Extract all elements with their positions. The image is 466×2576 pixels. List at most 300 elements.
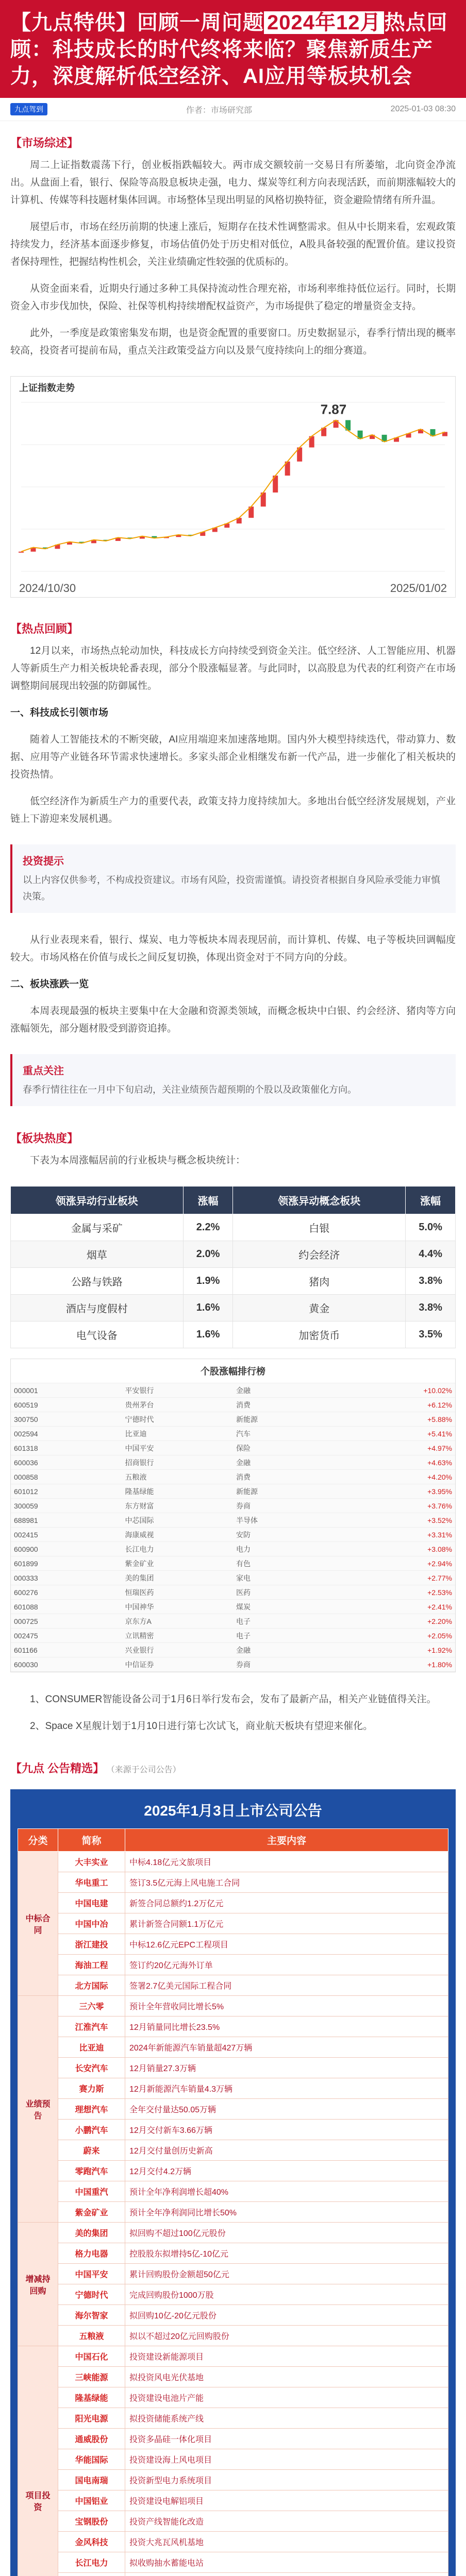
stock-sector: 煤炭 (236, 1602, 251, 1611)
announcement-cell: 投资多晶硅一体化项目 (125, 2429, 448, 2449)
table-row (18, 1893, 448, 1913)
change-cell: 3.8% (406, 1295, 456, 1321)
paragraph: 2、Space X星舰计划于1月10日进行第七次试飞，商业航天板块有望迎来催化。 (30, 1721, 373, 1732)
ranking-row (11, 1427, 455, 1441)
announcement-cell: 拟投资储能系统产线 (125, 2408, 448, 2429)
table-row (18, 2284, 448, 2305)
company-cell: 中国平安 (58, 2264, 125, 2284)
stock-code: 000333 (14, 1573, 38, 1582)
stock-code: 600900 (14, 1545, 38, 1553)
company-cell: 宝钢股份 (58, 2511, 125, 2532)
announcement-cell: 投资建设电解铝项目 (125, 2490, 448, 2511)
table-row (18, 2037, 448, 2058)
stock-code: 002594 (14, 1429, 38, 1438)
stock-code: 601166 (14, 1646, 38, 1654)
stock-code: 002415 (14, 1530, 38, 1539)
company-cell: 阳光电源 (58, 2408, 125, 2429)
table-row (18, 1872, 448, 1893)
company-cell: 宁德时代 (58, 2284, 125, 2305)
article-header (0, 0, 466, 98)
section-announcements (0, 1747, 466, 1784)
ranking-row (11, 1484, 455, 1499)
company-cell: 北方国际 (58, 1975, 125, 1996)
table-row (18, 2264, 448, 2284)
announcement-cell: 累计新签合同额1.1万亿元 (125, 1913, 448, 1934)
stock-code: 000001 (14, 1386, 38, 1395)
candle (19, 552, 24, 553)
section-title: 【 市场综述 】 (10, 134, 78, 150)
source-tag[interactable]: 九点驾到 (10, 103, 47, 115)
company-cell: 格力电器 (58, 2243, 125, 2264)
category-cell: 增减持回购 (18, 2223, 58, 2346)
announcement-cell: 投资大兆瓦风机基地 (125, 2532, 448, 2552)
announcement-cell: 拟收购抽水蓄能电站 (125, 2552, 448, 2573)
subheading: 一、科技成长引领市场 (10, 707, 109, 718)
stock-name: 立讯精密 (125, 1631, 154, 1640)
ranking-title: 个股涨幅排行榜 (11, 1359, 455, 1383)
table-row (18, 2161, 448, 2181)
stock-change: +2.77% (427, 1573, 452, 1582)
x-tick-start: 2024/10/30 (19, 582, 76, 595)
section-intro: （来源于公司公告） (106, 1766, 181, 1774)
table-row (18, 2078, 448, 2099)
stock-name: 恒瑞医药 (125, 1588, 154, 1597)
table-row (18, 1955, 448, 1975)
company-cell: 海尔智家 (58, 2305, 125, 2326)
change-cell: 5.0% (406, 1214, 456, 1241)
title-rest: 热点回顾：科技成长的时代终将来临？聚焦新质生产力，深度解析低空经济、AI应用等板块机会 (10, 11, 448, 88)
paragraph: 低空经济作为新质生产力的重要代表，政策支持力度持续加大。多地出台低空经济发展规划，产业链上下游迎来发展机遇。 (10, 796, 456, 824)
stock-name: 比亚迪 (125, 1429, 147, 1438)
change-cell: 1.6% (183, 1295, 233, 1321)
stock-sector: 医药 (236, 1588, 251, 1597)
stock-change: +3.76% (427, 1501, 452, 1510)
company-cell: 中国中冶 (58, 1913, 125, 1934)
section-title: 【 热点回顾 】 (10, 620, 78, 636)
author: 作者：市场研究部 (186, 106, 252, 115)
table-row (18, 2305, 448, 2326)
col-header: 涨幅 (183, 1187, 233, 1214)
stock-sector: 消费 (236, 1400, 251, 1409)
company-cell: 美的集团 (58, 2223, 125, 2243)
paragraph: 随着人工智能技术的不断突破，AI应用端迎来加速落地期。国内外大模型持续迭代，带动算力、数据、应用等产业链各环节需求快速增长。多家头部企业相继发布新一代产品，进一步催化了相关板块的投资热情。 (10, 734, 456, 780)
article-title (10, 9, 456, 90)
table-row (11, 1214, 456, 1241)
stock-change: +2.20% (427, 1617, 452, 1625)
paragraph: 此外，一季度是政策密集发布期，也是资金配置的重要窗口。历史数据显示，春季行情出现的概率较高，投资者可提前布局，重点关注政策受益方向以及景气度持续向上的细分赛道。 (10, 328, 456, 356)
stock-change: +4.63% (427, 1458, 452, 1467)
announcement-cell: 完成回购股份1000万股 (125, 2284, 448, 2305)
ranking-row (11, 1542, 455, 1556)
stock-sector: 券商 (236, 1501, 251, 1510)
stock-sector: 新能源 (236, 1487, 258, 1496)
announcement-cell: 12月交付量创历史新高 (125, 2140, 448, 2161)
table-row (18, 2470, 448, 2490)
stock-sector: 金融 (236, 1386, 251, 1395)
table-row (11, 1268, 456, 1295)
stock-name: 贵州茅台 (125, 1400, 154, 1409)
note-text: 春季行情往往在一月中下旬启动，关注业绩预告超预期的个股以及政策催化方向。 (23, 1084, 357, 1095)
announcement-cell: 拟以不超过20亿元回购股份 (125, 2326, 448, 2346)
announcement-cell: 12月销量27.3万辆 (125, 2058, 448, 2078)
sector-cell: 猪肉 (233, 1268, 406, 1295)
table-row (18, 2387, 448, 2408)
ranking-row (11, 1556, 455, 1571)
category-cell: 项目投资 (18, 2346, 58, 2576)
company-cell (58, 2573, 125, 2576)
table-row (11, 1321, 456, 1348)
col-header: 领涨异动概念板块 (233, 1187, 406, 1214)
announcement-cell: 投资建设电池片产能 (125, 2387, 448, 2408)
stock-name: 宁德时代 (125, 1415, 154, 1423)
announcement-cell: 预计全年营收同比增长5% (125, 1996, 448, 2016)
stock-name: 中国神华 (125, 1602, 154, 1611)
announcement-cell: 全年交付量达50.05万辆 (125, 2099, 448, 2120)
paragraph: 12月以来，市场热点轮动加快，科技成长方向持续受到资金关注。低空经济、人工智能应用、机器人等新质生产力相关板块轮番表现，部分个股涨幅显著。与此同时，以高股息为代表的红利资产在市场调整期间展现出较强的防御属性。 (10, 646, 456, 691)
announcement-cell: 投资产线智能化改造 (125, 2511, 448, 2532)
announcement-cell: 中标4.18亿元文旅项目 (125, 1852, 448, 1872)
sector-cell: 加密货币 (233, 1321, 406, 1348)
paragraph: 下表为本周涨幅居前的行业板块与概念板块统计： (30, 1155, 246, 1166)
stock-change: +2.53% (427, 1588, 452, 1597)
stock-sector: 家电 (236, 1573, 251, 1582)
table-header-row (18, 1829, 448, 1852)
announcement-cell (125, 2573, 448, 2576)
stock-sector: 券商 (236, 1660, 251, 1669)
company-cell: 紫金矿业 (58, 2202, 125, 2223)
stock-code: 601088 (14, 1602, 38, 1611)
change-cell: 1.9% (183, 1268, 233, 1295)
ranking-row (11, 1614, 455, 1629)
section-market-summary (0, 121, 466, 371)
company-cell: 小鹏汽车 (58, 2120, 125, 2140)
stock-change: +5.41% (427, 1429, 452, 1438)
ranking-row (11, 1528, 455, 1542)
announcement-calendar (10, 1789, 456, 2576)
ranking-row (11, 1513, 455, 1528)
stock-code: 601899 (14, 1559, 38, 1568)
company-cell: 三六零 (58, 1996, 125, 2016)
paragraph: 展望后市，市场在经历前期的快速上涨后，短期存在技术性调整需求。但从中长期来看，宏观政策持续发力，经济基本面逐步修复，市场估值仍处于历史相对低位，A股具备较强的配置价值。建议投资者保持理性，把握结构性机会，关注业绩确定性较强的优质标的。 (10, 222, 456, 267)
section-events (0, 1683, 466, 1747)
company-cell: 赛力斯 (58, 2078, 125, 2099)
table-row (18, 2367, 448, 2387)
stock-change: +2.94% (427, 1559, 452, 1568)
calendar-title: 2025年1月3日上市公司公告 (144, 1803, 322, 1819)
section-heat (0, 1116, 466, 1181)
title-prefix: 【九点特供】 (10, 11, 137, 34)
announcement-cell: 预计全年净利润增长超40% (125, 2181, 448, 2202)
stock-name: 招商银行 (125, 1458, 154, 1467)
company-cell: 中国铝业 (58, 2490, 125, 2511)
table-row (18, 1852, 448, 1872)
table-row (18, 2490, 448, 2511)
peak-annotation: 7.87 (320, 401, 347, 417)
company-cell: 比亚迪 (58, 2037, 125, 2058)
stock-sector: 保险 (236, 1444, 251, 1452)
col-header: 涨幅 (406, 1187, 456, 1214)
stock-code: 600276 (14, 1588, 38, 1597)
sector-cell: 黄金 (233, 1295, 406, 1321)
stock-sector: 汽车 (236, 1429, 251, 1438)
stock-name: 海康威视 (125, 1530, 154, 1539)
ranking-row (11, 1585, 455, 1600)
calendar-table (18, 1828, 448, 2576)
title-date: 2024年12月 (264, 11, 384, 34)
chart-canvas (11, 377, 455, 597)
change-cell: 2.2% (183, 1214, 233, 1241)
stock-change: +10.02% (423, 1386, 452, 1395)
company-cell: 通威股份 (58, 2429, 125, 2449)
table-row (18, 2511, 448, 2532)
ranking-row (11, 1643, 455, 1657)
stock-sector: 金融 (236, 1458, 251, 1467)
announcement-cell: 拟回购10亿-20亿元股份 (125, 2305, 448, 2326)
announcement-cell: 12月新能源汽车销量4.3万辆 (125, 2078, 448, 2099)
table-row (11, 1295, 456, 1321)
stock-sector: 金融 (236, 1646, 251, 1654)
stock-code: 300750 (14, 1415, 38, 1423)
ranking-row (11, 1441, 455, 1455)
table-row (18, 2408, 448, 2429)
ranking-row (11, 1499, 455, 1513)
table-row (18, 1996, 448, 2016)
company-cell: 中国电建 (58, 1893, 125, 1913)
note-box-tip (10, 844, 456, 913)
table-row (18, 2346, 448, 2367)
table-row (18, 1975, 448, 1996)
stock-code: 002475 (14, 1631, 38, 1640)
note-text: 以上内容仅供参考，不构成投资建议。市场有风险，投资需谨慎。请投资者根据自身风险承受能力审慎决策。 (23, 875, 440, 902)
paragraph: 周二上证指数震荡下行，创业板指跌幅较大。两市成交额较前一交易日有所萎缩，北向资金净流出。从盘面上看，银行、保险等高股息板块走强，电力、煤炭等红利方向表现活跃，而前期涨幅较大的计算机、传媒等科技题材集体回调。市场整体呈现出明显的风格切换特征，资金避险情绪有所升温。 (10, 160, 456, 206)
table-row (18, 2449, 448, 2470)
table-row (18, 2326, 448, 2346)
change-cell: 3.5% (406, 1321, 456, 1348)
sector-cell: 酒店与度假村 (11, 1295, 184, 1321)
ranking-row (11, 1600, 455, 1614)
stock-name: 长江电力 (125, 1545, 154, 1553)
note-title: 投资提示 (23, 856, 64, 867)
table-row (18, 1934, 448, 1955)
announcement-cell: 投资建设海上风电项目 (125, 2449, 448, 2470)
table-row (18, 2140, 448, 2161)
stock-change: +1.92% (427, 1646, 452, 1654)
table-row (18, 2181, 448, 2202)
paragraph: 从行业表现来看，银行、煤炭、电力等板块本周表现居前，而计算机、传媒、电子等板块回调幅度较大。市场风格在价值与成长之间反复切换，体现出资金对于不同方向的分歧。 (10, 935, 456, 963)
announcement-cell: 12月销量同比增长23.5% (125, 2016, 448, 2037)
paragraph: 1、CONSUMER智能设备公司于1月6日举行发布会，发布了最新产品，相关产业链值得关注。 (30, 1694, 437, 1705)
company-cell: 中国石化 (58, 2346, 125, 2367)
meta-row (0, 98, 466, 121)
stock-name: 东方财富 (125, 1501, 154, 1510)
section-sector-review (0, 923, 466, 1049)
company-cell: 长安汽车 (58, 2058, 125, 2078)
announcement-cell: 签订约20亿元海外订单 (125, 1955, 448, 1975)
ranking-row (11, 1657, 455, 1672)
col-header: 主要内容 (125, 1829, 448, 1852)
stock-name: 美的集团 (125, 1573, 154, 1582)
change-cell: 4.4% (406, 1241, 456, 1268)
sector-cell: 公路与铁路 (11, 1268, 184, 1295)
company-cell: 隆基绿能 (58, 2387, 125, 2408)
subheading: 二、板块涨跌一览 (10, 979, 89, 990)
announcement-cell: 拟投资风电光伏基地 (125, 2367, 448, 2387)
x-tick-end: 2025/01/02 (390, 582, 447, 595)
announcement-cell: 新签合同总额约1.2万亿元 (125, 1893, 448, 1913)
stock-sector: 电力 (236, 1545, 251, 1553)
ranking-row (11, 1629, 455, 1643)
section-hot-review (0, 607, 466, 839)
table-row (18, 2552, 448, 2573)
stock-code: 601012 (14, 1487, 38, 1496)
ranking-panel (10, 1359, 456, 1672)
publish-date: 2025-01-03 08:30 (390, 105, 456, 113)
chart-title: 上证指数走势 (19, 383, 75, 393)
category-cell: 业绩预告 (18, 1996, 58, 2223)
section-title: 【 九点 公告精选 】 (10, 1760, 104, 1776)
ranking-row (11, 1383, 455, 1398)
stock-change: +2.41% (427, 1602, 452, 1611)
stock-sector: 新能源 (236, 1415, 258, 1423)
heat-table (10, 1186, 456, 1348)
ranking-row (11, 1455, 455, 1470)
company-cell: 中国重汽 (58, 2181, 125, 2202)
sector-cell: 烟草 (11, 1241, 184, 1268)
company-cell: 零跑汽车 (58, 2161, 125, 2181)
stock-code: 600030 (14, 1660, 38, 1669)
table-row (18, 2016, 448, 2037)
note-title: 重点关注 (23, 1065, 64, 1077)
company-cell: 金风科技 (58, 2532, 125, 2552)
table-row (11, 1241, 456, 1268)
stock-sector: 半导体 (236, 1516, 258, 1524)
sector-cell: 金属与采矿 (11, 1214, 184, 1241)
company-cell: 国电南瑞 (58, 2470, 125, 2490)
sector-cell: 电气设备 (11, 1321, 184, 1348)
paragraph: 本周表现最强的板块主要集中在大金融和资源类领域，而概念板块中白银、约会经济、猪肉等方向涨幅领先，部分题材股受到游资追捧。 (10, 1006, 456, 1034)
col-header: 领涨异动行业板块 (11, 1187, 184, 1214)
stock-change: +3.52% (427, 1516, 452, 1524)
ranking-row (11, 1398, 455, 1412)
stock-name: 兴业银行 (125, 1646, 154, 1654)
announcement-cell: 投资建设新能源项目 (125, 2346, 448, 2367)
announcement-cell: 签订3.5亿元海上风电施工合同 (125, 1872, 448, 1893)
table-row (18, 2099, 448, 2120)
stock-name: 隆基绿能 (125, 1487, 154, 1496)
stock-code: 600036 (14, 1458, 38, 1467)
stock-change: +2.05% (427, 1631, 452, 1640)
stock-change: +5.88% (427, 1415, 452, 1423)
stock-change: +1.80% (427, 1660, 452, 1669)
company-cell: 大丰实业 (58, 1852, 125, 1872)
stock-sector: 安防 (236, 1530, 251, 1539)
stock-change: +6.12% (427, 1400, 452, 1409)
company-cell: 五粮液 (58, 2326, 125, 2346)
ranking-row (11, 1571, 455, 1585)
table-row (18, 2429, 448, 2449)
sector-cell: 约会经济 (233, 1241, 406, 1268)
announcement-cell: 拟回购不超过100亿元股份 (125, 2223, 448, 2243)
stock-sector: 电子 (236, 1617, 251, 1625)
note-box-focus (10, 1054, 456, 1106)
stock-code: 600519 (14, 1400, 38, 1409)
table-row (18, 1913, 448, 1934)
change-cell: 1.6% (183, 1321, 233, 1348)
announcement-cell: 控股股东拟增持5亿-10亿元 (125, 2243, 448, 2264)
table-row (18, 2532, 448, 2552)
company-cell: 华电重工 (58, 1872, 125, 1893)
stock-change: +4.97% (427, 1444, 452, 1452)
stock-sector: 电子 (236, 1631, 251, 1640)
ranking-row (11, 1470, 455, 1484)
company-cell: 华能国际 (58, 2449, 125, 2470)
stock-sector: 有色 (236, 1559, 251, 1568)
category-cell: 中标合同 (18, 1852, 58, 1996)
table-row (18, 2223, 448, 2243)
col-header: 分类 (18, 1829, 58, 1852)
stock-code: 000858 (14, 1472, 38, 1481)
company-cell: 海油工程 (58, 1955, 125, 1975)
announcement-cell: 12月交付新车3.66万辆 (125, 2120, 448, 2140)
announcement-cell: 12月交付4.2万辆 (125, 2161, 448, 2181)
company-cell: 三峡能源 (58, 2367, 125, 2387)
announcement-cell: 2024年新能源汽车销量超427万辆 (125, 2037, 448, 2058)
company-cell: 江淮汽车 (58, 2016, 125, 2037)
paragraph: 从资金面来看，近期央行通过多种工具保持流动性合理充裕，市场利率维持低位运行。同时，长期资金入市步伐加快，保险、社保等机构持续增配权益资产，为市场提供了稳定的增量资金支持。 (10, 283, 456, 312)
table-header-row (11, 1187, 456, 1214)
index-chart (10, 376, 456, 598)
announcement-cell: 签署2.7亿美元国际工程合同 (125, 1975, 448, 1996)
stock-name: 中国平安 (125, 1444, 154, 1452)
section-title: 【 板块热度 】 (10, 1130, 78, 1146)
company-cell: 长江电力 (58, 2552, 125, 2573)
stock-name: 中信证券 (125, 1660, 154, 1669)
stock-name: 中芯国际 (125, 1516, 154, 1524)
stock-change: +3.95% (427, 1487, 452, 1496)
announcement-cell: 中标12.6亿元EPC工程项目 (125, 1934, 448, 1955)
company-cell: 蔚来 (58, 2140, 125, 2161)
announcement-cell: 预计全年净利润同比增长50% (125, 2202, 448, 2223)
stock-change: +4.20% (427, 1472, 452, 1481)
trend-line (21, 420, 445, 551)
stock-name: 五粮液 (125, 1472, 147, 1481)
table-row (18, 2120, 448, 2140)
stock-code: 601318 (14, 1444, 38, 1452)
stock-name: 平安银行 (125, 1386, 154, 1395)
sector-cell: 白银 (233, 1214, 406, 1241)
announcement-cell: 累计回购股份金额超50亿元 (125, 2264, 448, 2284)
stock-code: 000725 (14, 1617, 38, 1625)
table-row (18, 2573, 448, 2576)
table-row (18, 2243, 448, 2264)
col-header: 简称 (58, 1829, 125, 1852)
table-row (18, 2058, 448, 2078)
ranking-row (11, 1412, 455, 1427)
stock-code: 300059 (14, 1501, 38, 1510)
company-cell: 理想汽车 (58, 2099, 125, 2120)
change-cell: 2.0% (183, 1241, 233, 1268)
table-row (18, 2202, 448, 2223)
stock-code: 688981 (14, 1516, 38, 1524)
stock-name: 紫金矿业 (125, 1559, 154, 1568)
stock-change: +3.08% (427, 1545, 452, 1553)
stock-name: 京东方A (125, 1617, 152, 1625)
company-cell: 浙江建投 (58, 1934, 125, 1955)
announcement-cell: 投资新型电力系统项目 (125, 2470, 448, 2490)
stock-sector: 消费 (236, 1472, 251, 1481)
stock-change: +3.31% (427, 1530, 452, 1539)
change-cell: 3.8% (406, 1268, 456, 1295)
